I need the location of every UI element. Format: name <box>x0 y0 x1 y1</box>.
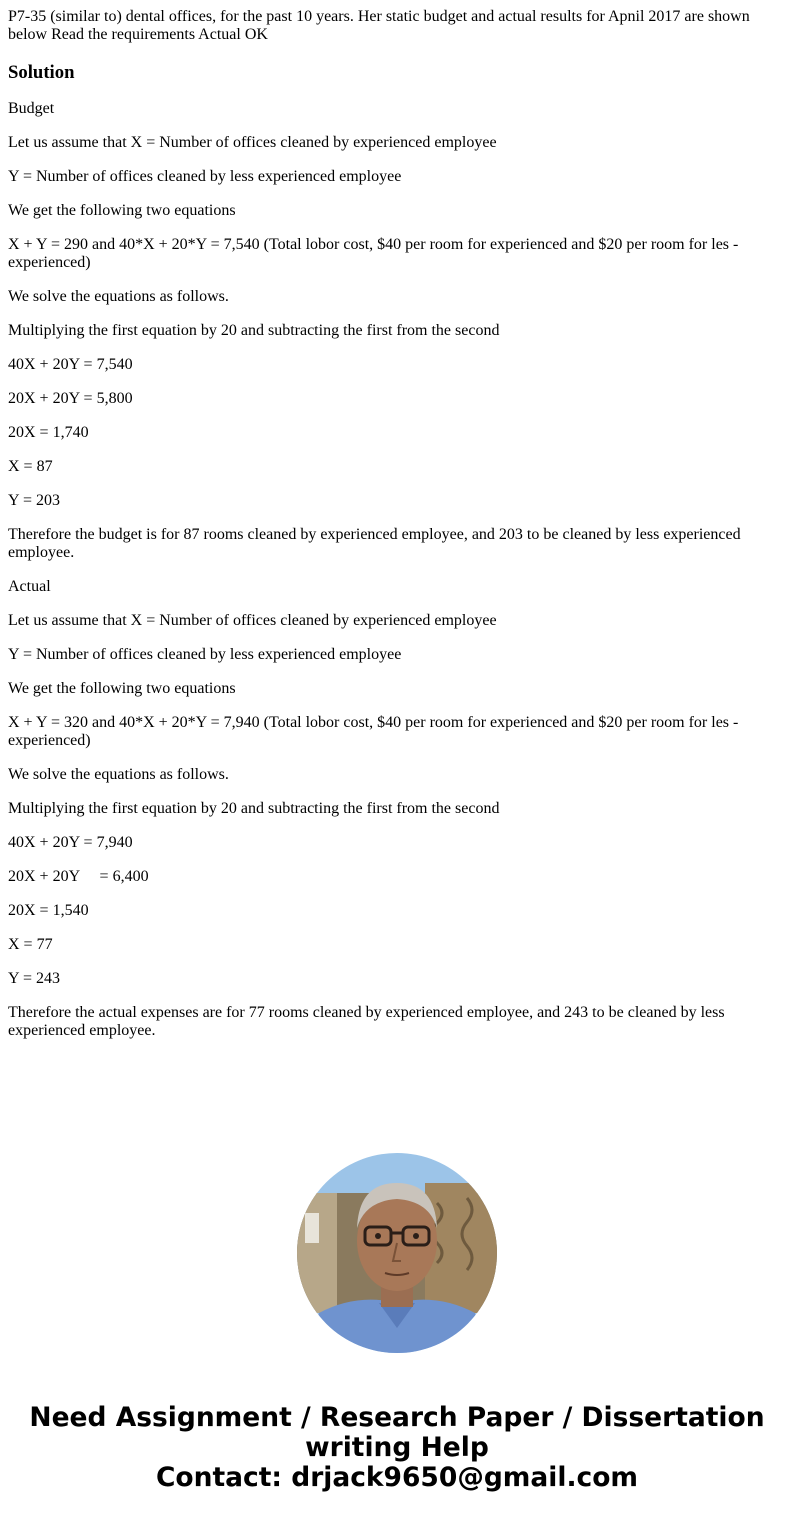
solution-line: Let us assume that X = Number of offices cleaned by experienced employee <box>8 612 497 629</box>
equation-line: Y = 203 <box>8 492 60 509</box>
equation-line: 20X + 20Y = 6,400 <box>8 868 149 885</box>
equation-line: 40X + 20Y = 7,540 <box>8 356 133 373</box>
equation-line: 20X + 20Y = 5,800 <box>8 390 133 407</box>
equation-line: X = 77 <box>8 936 53 953</box>
solution-line: We solve the equations as follows. <box>8 288 229 305</box>
conclusion-line: Therefore the actual expenses are for 77 rooms cleaned by experienced employee, and 243 to be cleaned by less experienced employee. <box>8 1004 725 1039</box>
banner-line: Need Assignment / Research Paper / Dissertation <box>29 1402 765 1433</box>
solution-line: X + Y = 320 and 40*X + 20*Y = 7,940 (Total lobor cost, $40 per room for experienced and $20 per room for les - experienced) <box>8 714 739 749</box>
solution-heading: Solution <box>8 62 75 83</box>
equation-line: X = 87 <box>8 458 53 475</box>
solution-line: We get the following two equations <box>8 202 236 219</box>
solution-line: Y = Number of offices cleaned by less experienced employee <box>8 646 402 663</box>
solution-line: Let us assume that X = Number of offices cleaned by experienced employee <box>8 134 497 151</box>
section-label-actual: Actual <box>8 578 51 595</box>
question-text: P7-35 (similar to) dental offices, for the past 10 years. Her static budget and actual results for Apnil 2017 are shown below Read the requirements Actual OK <box>8 8 750 43</box>
equation-line: 40X + 20Y = 7,940 <box>8 834 133 851</box>
solution-line: We get the following two equations <box>8 680 236 697</box>
solution-body <box>8 100 786 1040</box>
solution-line: Multiplying the first equation by 20 and subtracting the first from the second <box>8 800 500 817</box>
banner-line: writing Help <box>305 1432 489 1463</box>
solution-line: X + Y = 290 and 40*X + 20*Y = 7,540 (Total lobor cost, $40 per room for experienced and $20 per room for les - experienced) <box>8 236 739 271</box>
section-label-budget: Budget <box>8 100 55 117</box>
document-body <box>8 8 786 1040</box>
conclusion-line: Therefore the budget is for 87 rooms cleaned by experienced employee, and 203 to be cleaned by less experienced employee. <box>8 526 741 561</box>
solution-line: We solve the equations as follows. <box>8 766 229 783</box>
solution-line: Multiplying the first equation by 20 and subtracting the first from the second <box>8 322 500 339</box>
solution-line: Y = Number of offices cleaned by less experienced employee <box>8 168 402 185</box>
equation-line: Y = 243 <box>8 970 60 987</box>
author-portrait-image <box>297 1153 497 1353</box>
author-avatar <box>297 1153 497 1353</box>
contact-banner <box>0 1403 794 1493</box>
equation-line: 20X = 1,540 <box>8 902 89 919</box>
contact-email-line: Contact: drjack9650@gmail.com <box>155 1462 639 1493</box>
equation-line: 20X = 1,740 <box>8 424 89 441</box>
